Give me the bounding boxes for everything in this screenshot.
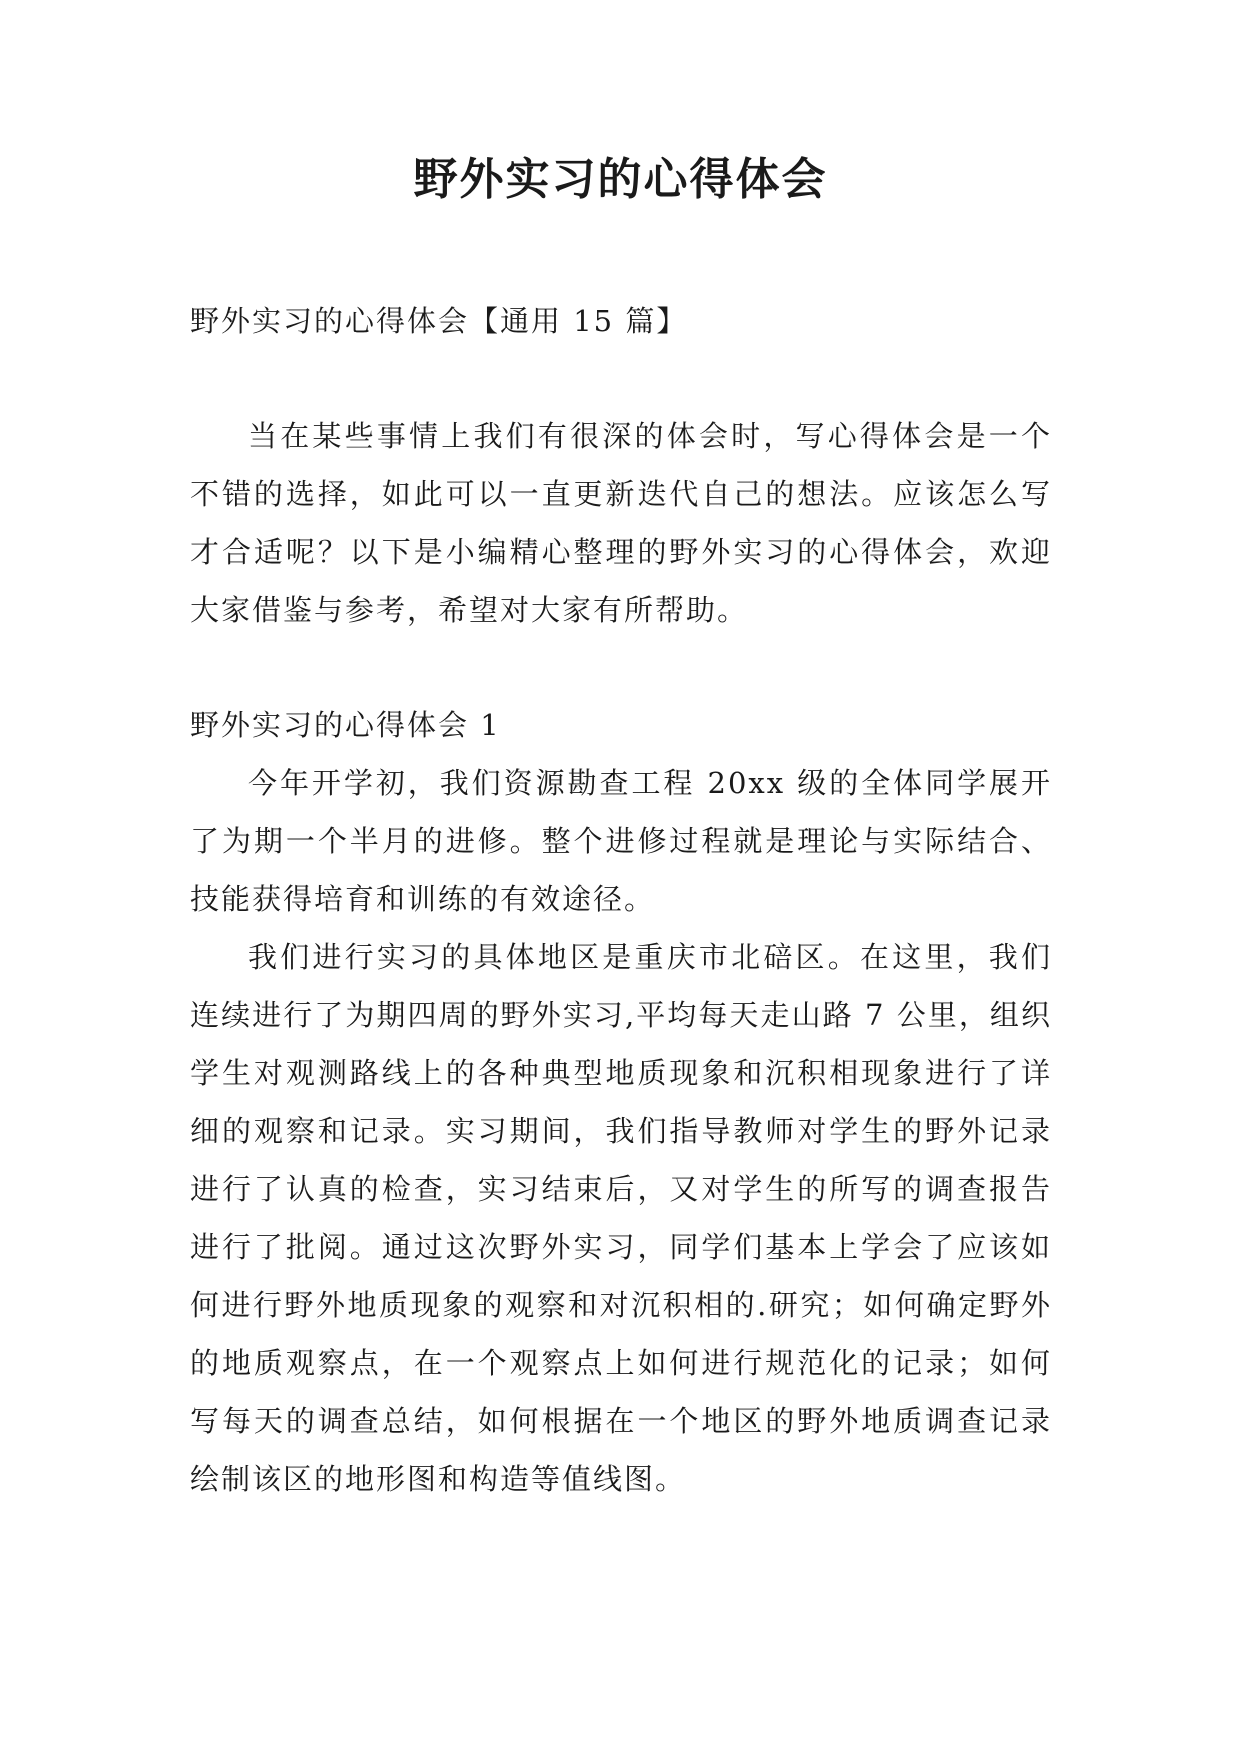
section-heading: 野外实习的心得体会 1 — [190, 708, 501, 742]
body-paragraph: 我们进行实习的具体地区是重庆市北碚区。在这里，我们连续进行了为期四周的野外实习,平均每天走山路 7 公里，组织学生对观测路线上的各种典型地质现象和沉积相现象进行了详细的观察和记录。实习期间，我们指导教师对学生的野外记录进行了认真的检查，实习结束后，又对学生的所写的调查报告进行了批阅。通过这次野外实习，同学们基本上学会了应该如何进行野外地质现象的观察和对沉积相的.研究；如何确定野外的地质观察点，在一个观察点上如何进行规范化的记录；如何写每天的调查总结，如何根据在一个地区的野外地质调查记录绘制该区的地形图和构造等值线图。 — [190, 940, 1052, 1496]
document-title: 野外实习的心得体会 — [413, 154, 828, 205]
document-body — [190, 292, 1052, 1508]
document-subtitle: 野外实习的心得体会【通用 15 篇】 — [190, 304, 688, 338]
intro-paragraph: 当在某些事情上我们有很深的体会时，写心得体会是一个不错的选择，如此可以一直更新迭代自己的想法。应该怎么写才合适呢？以下是小编精心整理的野外实习的心得体会，欢迎大家借鉴与参考，希望对大家有所帮助。 — [190, 419, 1052, 627]
body-paragraph: 今年开学初，我们资源勘查工程 20xx 级的全体同学展开了为期一个半月的进修。整个进修过程就是理论与实际结合、技能获得培育和训练的有效途径。 — [190, 766, 1052, 916]
